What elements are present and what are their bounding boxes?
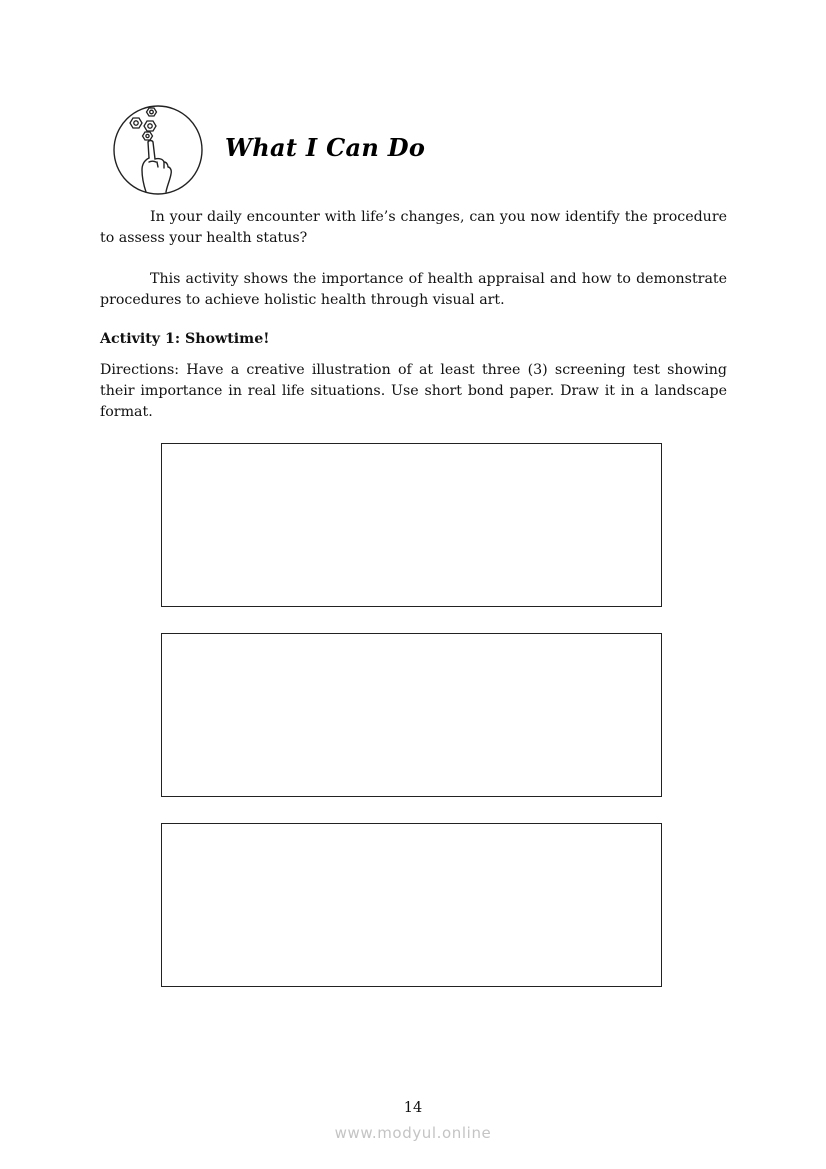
illustration-box-2 [161,633,662,797]
activity-title: Activity 1: Showtime! [100,331,270,347]
intro-paragraph-2: This activity shows the importance of health appraisal and how to demonstrate procedures to achieve holistic health through visual art. [100,271,727,308]
illustration-box-3 [161,823,662,987]
activity-directions: Directions: Have a creative illustration of at least three (3) screening test showing their importance in real life situations. Use short bond paper. Draw it in a landscape format. [100,362,727,420]
hand-pointing-gears-icon [112,104,204,196]
page-number: 14 [403,1100,423,1116]
intro-paragraph-1: In your daily encounter with life’s changes, can you now identify the procedure to assess your health status? [100,209,727,246]
section-title: What I Can Do [225,133,426,162]
watermark: www.modyul.online [334,1124,492,1142]
illustration-box-1 [161,443,662,607]
